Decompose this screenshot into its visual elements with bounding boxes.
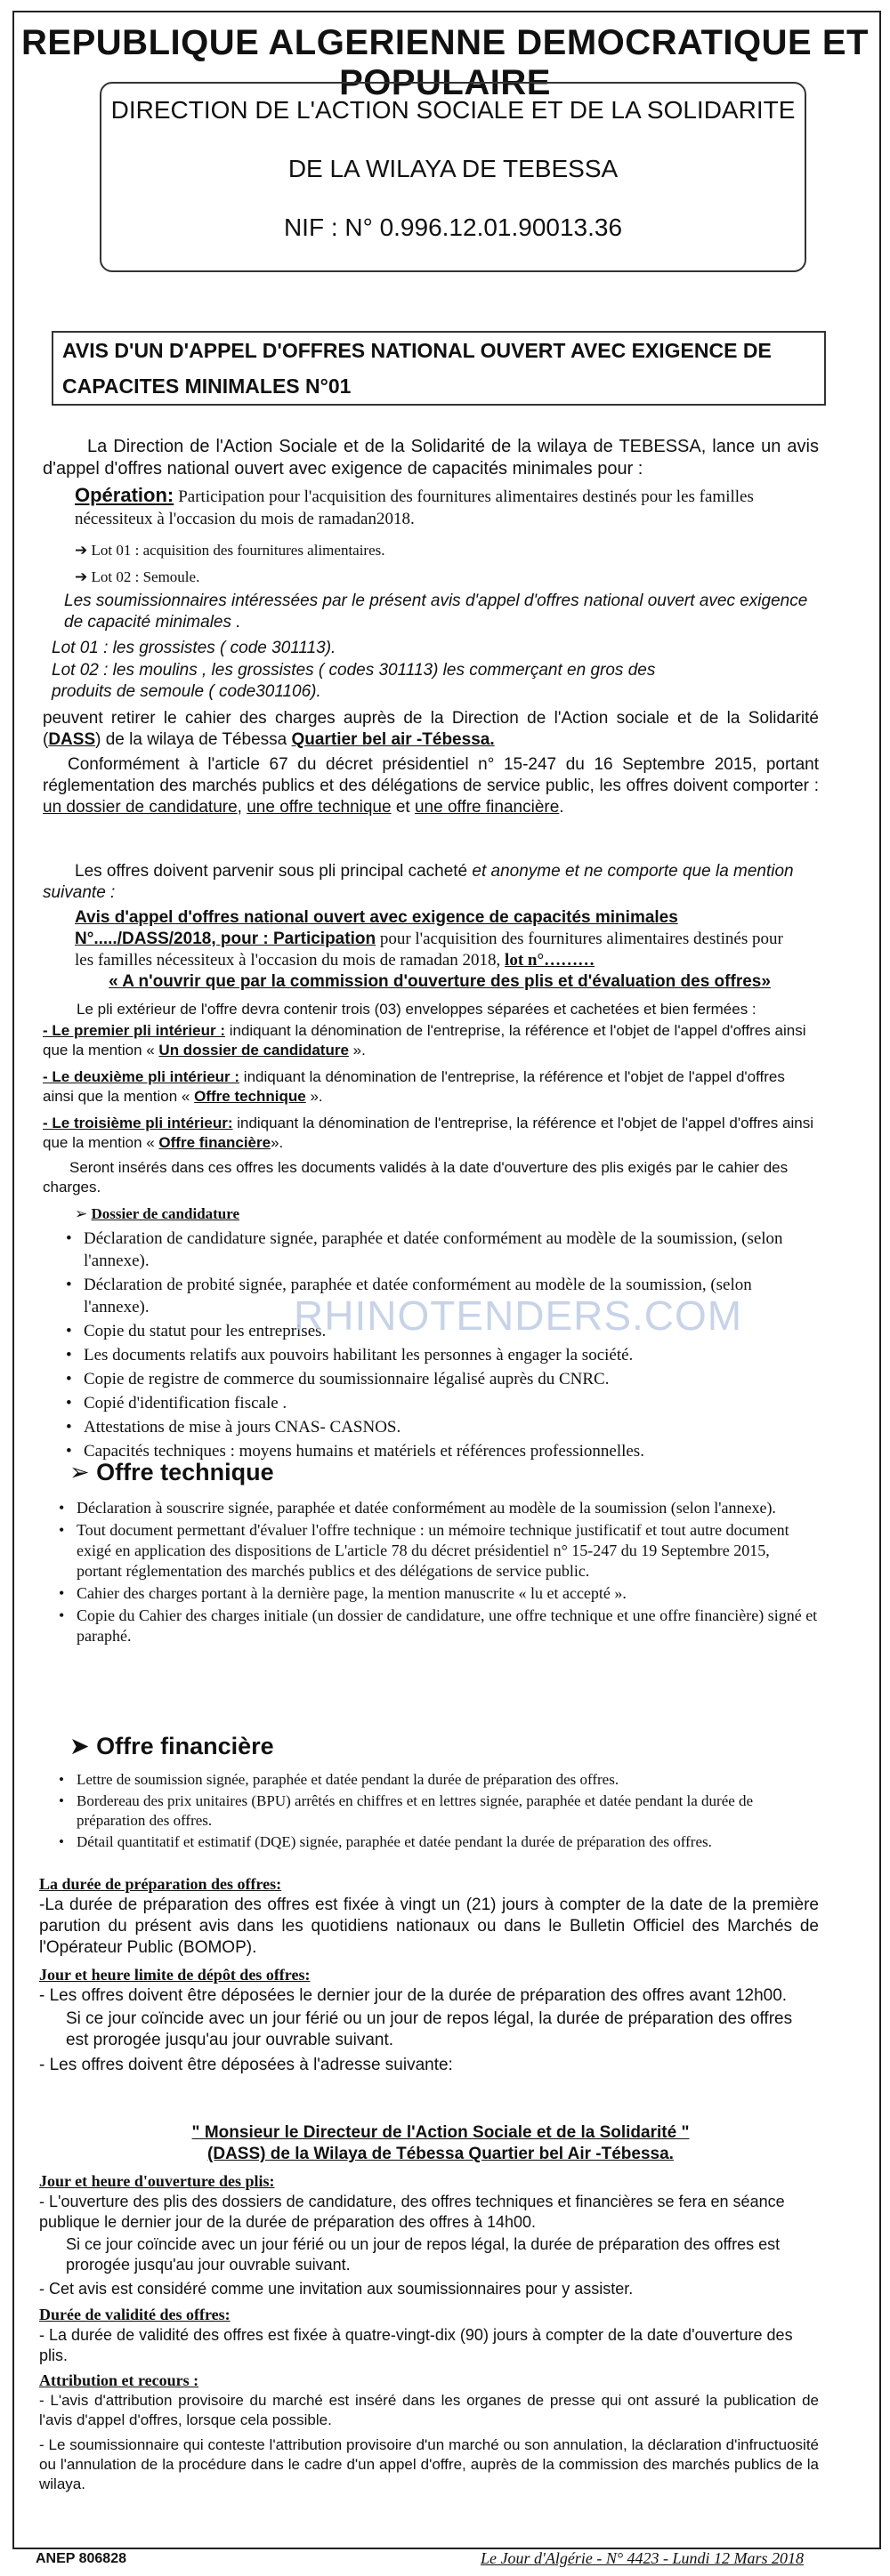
pli-1-mention: Un dossier de candidature xyxy=(158,1042,349,1059)
list-item: • Copie du Cahier des charges initiale (un dossier de candidature, une offre technique et une offre financière) signé et paraphé. xyxy=(57,1606,819,1646)
intro-paragraph: La Direction de l'Action Sociale et de la Solidarité de la wilaya de TEBESSA, lance un avis d'appel d'offres national ouvert avec exigence de capacités minimales pour : xyxy=(43,437,819,479)
arrow-right-icon: ➔ xyxy=(75,568,88,586)
list-item: • Copie de registre de commerce du soumissionnaire légalisé auprès du CNRC. xyxy=(64,1368,812,1390)
offre-technique-mention: une offre technique xyxy=(247,798,392,817)
jour-depot-title: Jour et heure limite de dépôt des offres: xyxy=(39,1966,311,1984)
attribution-text-1: - L'avis d'attribution provisoire du marché est inséré dans les organes de presse qui ont assuré la publication de l'avis d'appel d'offres, lorsque cela possible. xyxy=(39,2392,819,2428)
pli-1-text: indiquant la dénomination de l'entreprise, la référence et l'objet de l'appel d'offres ainsi que la mention « xyxy=(43,1022,806,1059)
list-item: • Cahier des charges portant à la dernière page, la mention manuscrite « lu et accepté ». xyxy=(57,1583,819,1604)
sep-1: , xyxy=(237,798,247,817)
direction-name: DIRECTION DE L'ACTION SOCIALE ET DE LA SOLIDARITE xyxy=(110,96,796,124)
mention-block xyxy=(75,907,805,993)
jour-ouverture-text-2: Si ce jour coïncide avec un jour férié ou un jour de repos légal, la durée de préparation des offres est prorogée jusqu'au jour ouvrable suivant. xyxy=(66,2235,781,2274)
dossier-candidature-mention: un dossier de candidature xyxy=(43,798,238,817)
lot-02 xyxy=(75,566,851,589)
mention-line-1: Avis d'appel d'offres national ouvert avec exigence de capacités minimales xyxy=(75,908,678,927)
operation-text: Participation pour l'acquisition des fournitures alimentaires destinés pour les familles nécessiteux à l'occasion du mois de ramadan2018. xyxy=(75,487,754,528)
mention-line-3: « A n'ouvrir que par la commission d'ouverture des plis et d'évaluation des offres» xyxy=(109,972,771,991)
adresse-line-2: (DASS) de la Wilaya de Tébessa Quartier bel Air -Tébessa. xyxy=(207,2145,674,2163)
list-item: • Attestations de mise à jours CNAS- CASNOS. xyxy=(64,1416,812,1438)
list-item: • Copie du statut pour les entreprises. xyxy=(64,1320,812,1342)
duree-preparation-text: -La durée de préparation des offres est fixée à vingt un (21) jours à compter de la date de la première parution du présent avis dans les quotidiens nationaux ou dans le Bulletin Officiel des Marchés de l'Opérateur Public (BOMOP). xyxy=(39,1896,819,1957)
duree-validite-title: Durée de validité des offres: xyxy=(39,2306,231,2323)
duree-preparation-title: La durée de préparation des offres: xyxy=(39,1875,282,1893)
dass-abbr: DASS xyxy=(48,730,96,749)
soumissionnaires-text: Les soumissionnaires intéressées par le présent avis d'appel d'offres national ouvert avec exigence de capacité minimales . xyxy=(64,592,808,632)
inseres-text: Seront insérés dans ces offres les documents validés à la date d'ouverture des plis exigés par le cahier des charges. xyxy=(43,1159,789,1195)
country-title: REPUBLIQUE ALGERIENNE DEMOCRATIQUE ET POPULAIRE xyxy=(21,23,869,102)
lot-01-label: Lot 01 : acquisition des fournitures alimentaires. xyxy=(91,542,385,559)
watermark: RHINOTENDERS.COM xyxy=(294,1292,743,1339)
pli-3-mention: Offre financière xyxy=(158,1134,271,1151)
list-item: • Capacités techniques : moyens humains et matériels et références professionnelles. xyxy=(64,1440,812,1462)
list-item: • Déclaration à souscrire signée, paraphée et datée conformément au modèle de la soumission (selon l'annexe). xyxy=(57,1498,819,1518)
pli-3-label: - Le troisième pli intérieur: xyxy=(43,1115,233,1131)
dossier-candidature-title: Dossier de candidature xyxy=(91,1205,240,1222)
pli-2-label: - Le deuxième pli intérieur : xyxy=(43,1068,240,1085)
avis-title: AVIS D'UN D'APPEL D'OFFRES NATIONAL OUVERT AVEC EXIGENCE DE CAPACITES MINIMALES N°01 xyxy=(52,331,826,406)
offre-technique-title: Offre technique xyxy=(96,1459,274,1485)
attribution-text-2: - Le soumissionnaire qui conteste l'attribution provisoire d'un marché ou son annulation, la déclaration d'infructuosité ou l'annulation de la procédure dans le cadre d'un appel d'offre, auprès de la commission des marchés publics de la wilaya. xyxy=(39,2436,819,2492)
arrow-right-icon: ➢ xyxy=(69,1459,90,1486)
offre-technique-heading xyxy=(69,1459,274,1486)
jour-depot-text-2: Si ce jour coïncide avec un jour férié ou un jour de repos légal, la durée de préparation des offres est prorogée jusqu'au jour ouvrable suivant. xyxy=(66,2009,793,2049)
list-item: • Tout document permettant d'évaluer l'offre technique : un mémoire technique justificatif et tout autre document exigé en application des dispositions de L'article 78 du décret présidentiel n° 15-247 du 19 Septembre 2015, portant réglementation des marchés publics et des délégations de service public. xyxy=(57,1520,819,1582)
list-item: • Lettre de soumission signée, paraphée et datée pendant la durée de préparation des offres. xyxy=(57,1770,819,1790)
wilaya-name: DE LA WILAYA DE TEBESSA xyxy=(287,155,619,182)
dossier-candidature-list xyxy=(64,1228,812,1464)
journal-reference xyxy=(481,2549,804,2568)
parvenir-text-2: et anonyme et ne comporte que la mention suivante : xyxy=(43,862,794,902)
quartier-address: Quartier bel air -Tébessa. xyxy=(291,730,495,749)
adresse-line-1: " Monsieur le Directeur de l'Action Sociale et de la Solidarité " xyxy=(191,2123,690,2142)
lot-02-label: Lot 02 : Semoule. xyxy=(91,568,200,585)
arrow-right-icon: ➔ xyxy=(75,542,88,559)
mention-line-2a: N°...../DASS/2018, pour : Participation xyxy=(75,930,376,948)
duree-validite-text: - La durée de validité des offres est fixée à quatre-vingt-dix (90) jours à compter de la date d'ouverture des plis. xyxy=(39,2326,793,2364)
pli-3-end: ». xyxy=(271,1134,284,1151)
pli-2-mention: Offre technique xyxy=(194,1088,306,1105)
dossier-candidature-heading xyxy=(75,1203,851,1226)
end-dot: . xyxy=(559,798,564,817)
retrait-text-2: ) de la wilaya de Tébessa xyxy=(95,730,292,749)
retrait-paragraph xyxy=(43,708,819,751)
lot01-requirement: Lot 01 : les grossistes ( code 301113). xyxy=(52,639,336,657)
conformement-text: Conformément à l'article 67 du décret présidentiel n° 15-247 du 16 Septembre 2015, portant réglementation des marchés publics et des délégations de service public, les offres doivent comporter : xyxy=(43,755,819,795)
arrow-right-icon: ➢ xyxy=(75,1205,88,1223)
anep-reference: ANEP 806828 xyxy=(36,2551,126,2566)
conformement-paragraph xyxy=(43,754,819,818)
offre-financiere-title: Offre financière xyxy=(96,1733,274,1759)
pli-2-text: indiquant la dénomination de l'entreprise, la référence et l'objet de l'appel d'offres ainsi que la mention « xyxy=(43,1068,785,1105)
list-item: • Copié d'identification fiscale . xyxy=(64,1392,812,1414)
pli-1-label: - Le premier pli intérieur : xyxy=(43,1022,225,1039)
pli-1 xyxy=(43,1021,819,1060)
offre-financiere-list xyxy=(57,1770,819,1854)
offre-technique-list xyxy=(57,1498,819,1648)
nif-number: NIF : N° 0.996.12.01.90013.36 xyxy=(283,213,623,241)
jour-ouverture-text-3: - Cet avis est considéré comme une invitation aux soumissionnaires pour y assister. xyxy=(39,2280,634,2298)
pli-3-text: indiquant la dénomination de l'entreprise, la référence et l'objet de l'appel d'offres ainsi que la mention « xyxy=(43,1115,813,1151)
jour-depot-text-1: - Les offres doivent être déposées le dernier jour de la durée de préparation des offres avant 12h00. xyxy=(39,1986,788,2005)
mention-lot: lot n°……… xyxy=(505,951,595,970)
lot-01 xyxy=(75,539,851,562)
parvenir-text-1: Les offres doivent parvenir sous pli principal cacheté xyxy=(75,862,473,881)
operation-label: Opération: xyxy=(75,484,174,506)
attribution-title: Attribution et recours : xyxy=(39,2371,199,2389)
enveloppes-intro: Le pli extérieur de l'offre devra contenir trois (03) enveloppes séparées et cachetées et bien fermées : xyxy=(77,1001,756,1018)
offre-financiere-heading xyxy=(69,1733,274,1760)
jour-ouverture-text-1: - L'ouverture des plis des dossiers de candidature, des offres techniques et financières se fera en séance publique le dernier jour de la durée de préparation des offres à 14h00. xyxy=(39,2193,785,2231)
retrait-text-1: peuvent retirer le cahier des charges auprès de la Direction de l'Action sociale et de la Solidarité ( xyxy=(43,709,819,749)
offres-parvenir xyxy=(43,861,819,904)
operation-line xyxy=(75,485,805,530)
list-item: • Détail quantitatif et estimatif (DQE) signée, paraphée et datée pendant la durée de préparation des offres. xyxy=(57,1832,819,1852)
jour-depot-text-3: - Les offres doivent être déposées à l'adresse suivante: xyxy=(39,2056,453,2074)
pli-2 xyxy=(43,1067,819,1107)
pli-2-end: ». xyxy=(305,1088,323,1105)
list-item: • Déclaration de probité signée, paraphée et datée conformément au modèle de la soumission, (selon l'annexe). xyxy=(64,1274,812,1318)
pli-1-end: ». xyxy=(348,1042,366,1059)
mention-line-2b: pour l'acquisition des fournitures alimentaires destinés pour les familles nécessiteux à l'occasion du mois de ramadan 2018, xyxy=(75,930,783,970)
offre-financiere-mention: une offre financière xyxy=(414,798,560,817)
list-item: • Déclaration de candidature signée, paraphée et datée conformément au modèle de la soumission, (selon l'annexe). xyxy=(64,1228,812,1272)
sep-2: et xyxy=(391,798,415,817)
lot02-requirement: Lot 02 : les moulins , les grossistes ( codes 301113) les commerçant en gros des produits de semoule ( code301106). xyxy=(52,661,656,701)
list-item: • Bordereau des prix unitaires (BPU) arrêtés en chiffres et en lettres signée, paraphée et datée pendant la durée de préparation des offres. xyxy=(57,1791,819,1831)
jour-ouverture-title: Jour et heure d'ouverture des plis: xyxy=(39,2172,275,2190)
journal-reference-text: Le Jour d'Algérie - N° 4423 - Lundi 12 Mars 2018 xyxy=(481,2549,805,2567)
direction-box xyxy=(100,82,806,272)
arrow-right-icon: ➤ xyxy=(69,1733,90,1760)
list-item: • Les documents relatifs aux pouvoirs habilitant les personnes à engager la société. xyxy=(64,1344,812,1366)
pli-3 xyxy=(43,1114,819,1153)
